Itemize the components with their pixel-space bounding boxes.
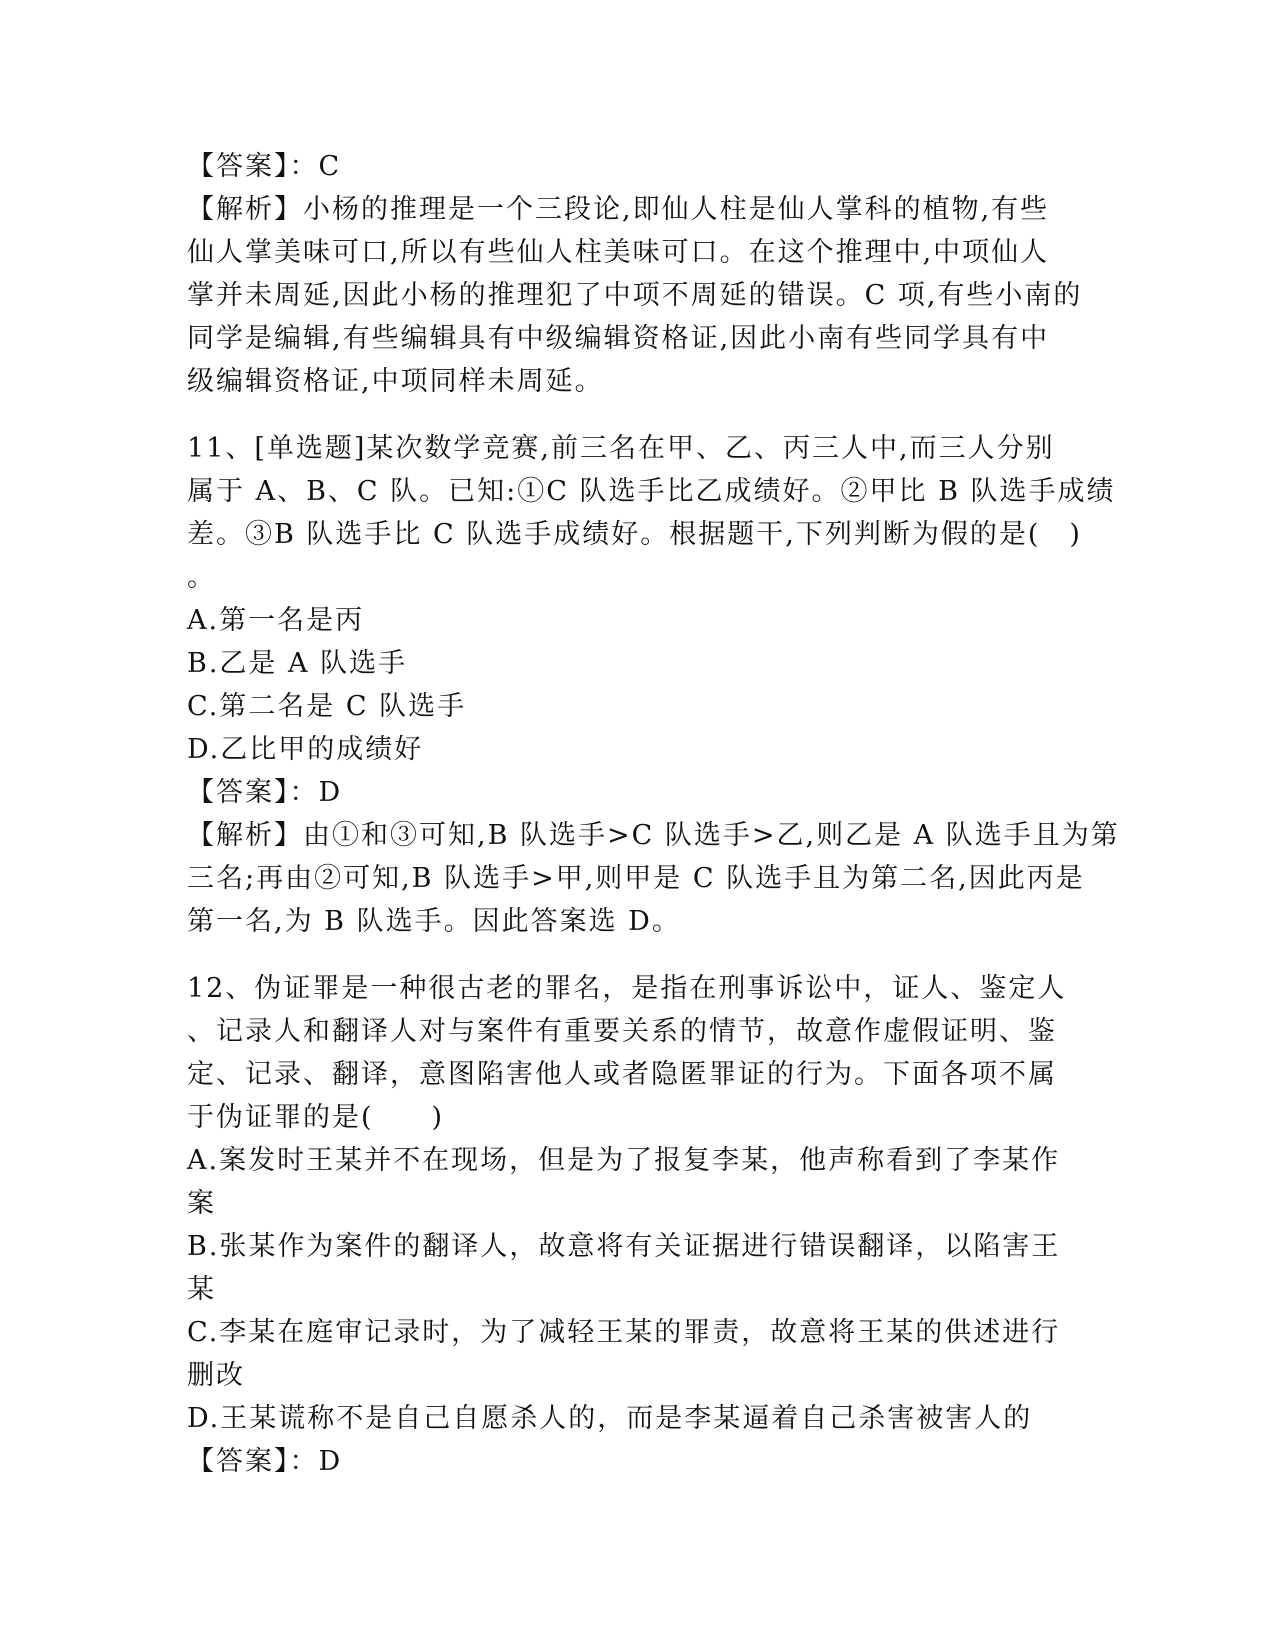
option-a: A.案发时王某并不在现场，但是为了报复李某，他声称看到了李某作 — [187, 1145, 1061, 1176]
analysis-line: 第一名,为 B 队选手。因此答案选 D。 — [187, 906, 681, 937]
question-stem-line: 属于 A、B、C 队。已知:①C 队选手比乙成绩好。②甲比 B 队选手成绩 — [187, 476, 1116, 507]
analysis-line: 【解析】由①和③可知,B 队选手>C 队选手>乙,则乙是 A 队选手且为第 — [187, 820, 1120, 851]
analysis-line: 三名;再由②可知,B 队选手>甲,则甲是 C 队选手且为第二名,因此丙是 — [187, 863, 1085, 894]
analysis-line: 级编辑资格证,中项同样未周延。 — [187, 366, 604, 397]
question-stem-line: 11、[单选题]某次数学竞赛,前三名在甲、乙、丙三人中,而三人分别 — [187, 433, 1055, 464]
option-b: B.张某作为案件的翻译人，故意将有关证据进行错误翻译，以陷害王 — [187, 1231, 1061, 1262]
question-stem-line: 差。③B 队选手比 C 队选手成绩好。根据题干,下列判断为假的是( ) — [187, 519, 1082, 550]
question-stem-line: 。 — [187, 562, 216, 593]
answer-line: 【答案】：D — [187, 777, 343, 808]
analysis-line: 【解析】小杨的推理是一个三段论,即仙人柱是仙人掌科的植物,有些 — [187, 194, 1050, 225]
option-c-continued: 删改 — [187, 1360, 245, 1391]
option-d: D.王某谎称不是自己自愿杀人的，而是李某逼着自己杀害被害人的 — [187, 1403, 1033, 1434]
question-stem-line: 、记录人和翻译人对与案件有重要关系的情节，故意作虚假证明、鉴 — [187, 1016, 1057, 1047]
option-b: B.乙是 A 队选手 — [187, 648, 408, 679]
option-c: C.第二名是 C 队选手 — [187, 691, 467, 722]
question-stem-line: 12、伪证罪是一种很古老的罪名，是指在刑事诉讼中，证人、鉴定人 — [187, 973, 1067, 1004]
option-d: D.乙比甲的成绩好 — [187, 734, 424, 765]
analysis-line: 仙人掌美味可口,所以有些仙人柱美味可口。在这个推理中,中项仙人 — [187, 237, 1050, 268]
analysis-line: 同学是编辑,有些编辑具有中级编辑资格证,因此小南有些同学具有中 — [187, 323, 1050, 354]
question-stem-line: 于伪证罪的是( ) — [187, 1102, 445, 1133]
spacer — [187, 403, 1087, 427]
answer-line: 【答案】：C — [187, 151, 342, 182]
option-b-continued: 某 — [187, 1274, 216, 1305]
option-a: A.第一名是丙 — [187, 605, 365, 636]
analysis-line: 掌并未周延,因此小杨的推理犯了中项不周延的错误。C 项,有些小南的 — [187, 280, 1083, 311]
option-c: C.李某在庭审记录时，为了减轻王某的罪责，故意将王某的供述进行 — [187, 1317, 1061, 1348]
question-stem-line: 定、记录、翻译，意图陷害他人或者隐匿罪证的行为。下面各项不属 — [187, 1059, 1057, 1090]
spacer — [187, 943, 1087, 967]
answer-line: 【答案】：D — [187, 1446, 343, 1477]
document-page — [187, 145, 1120, 1483]
option-a-continued: 案 — [187, 1188, 216, 1219]
